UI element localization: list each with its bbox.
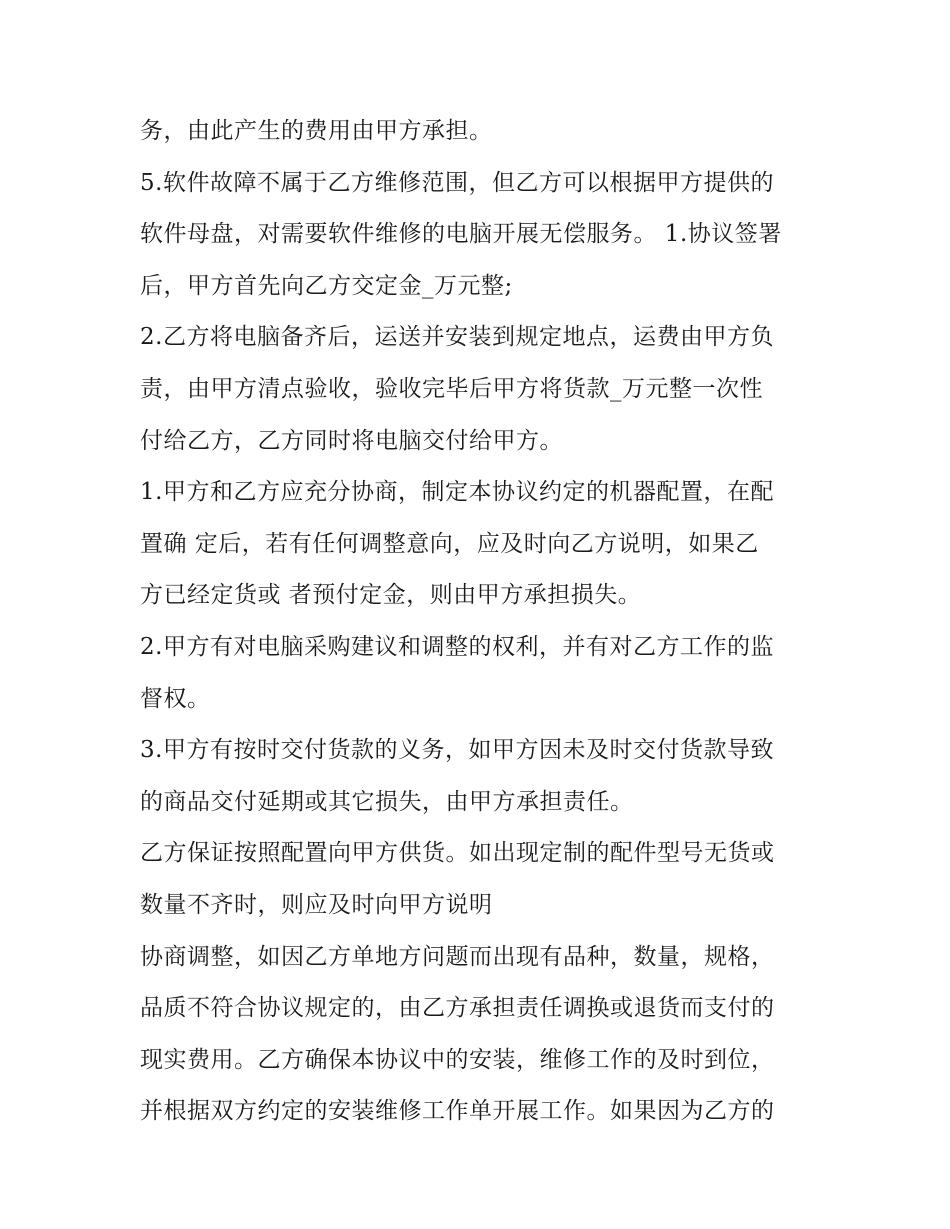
text-line: 1.甲方和乙方应充分协商，制定本协议约定的机器配置，在配 [140, 479, 774, 506]
text-line: 务，由此产生的费用由甲方承担。 [140, 118, 493, 144]
text-line: 后，甲方首先向乙方交定金_万元整; [140, 272, 513, 299]
text-line: 的商品交付延期或其它损失，由甲方承担责任。 [140, 788, 634, 815]
text-line: 置确 定后，若有任何调整意向，应及时向乙方说明，如果乙 [140, 530, 759, 557]
text-line: 软件母盘，对需要软件维修的电脑开展无偿服务。 1.协议签署 [140, 221, 782, 248]
text-line: 方已经定货或 者预付定金，则由甲方承担损失。 [140, 582, 642, 609]
text-line: 5.软件故障不属于乙方维修范围，但乙方可以根据甲方提供的 [140, 169, 774, 196]
text-line: 2.乙方将电脑备齐后，运送并安装到规定地点，运费由甲方负 [140, 324, 774, 351]
text-line: 数量不齐时，则应及时向甲方说明 [140, 891, 493, 918]
text-line: 2.甲方有对电脑采购建议和调整的权利，并有对乙方工作的监 [140, 633, 774, 660]
text-line: 并根据双方约定的安装维修工作单开展工作。如果因为乙方的 [140, 1098, 775, 1125]
contract-text-body [140, 106, 840, 1138]
text-line: 品质不符合协议规定的，由乙方承担责任调换或退货而支付的 [140, 995, 775, 1022]
text-line: 付给乙方，乙方同时将电脑交付给甲方。 [140, 427, 563, 454]
text-line: 现实费用。乙方确保本协议中的安装，维修工作的及时到位， [140, 1046, 775, 1073]
text-line: 协商调整，如因乙方单地方问题而出现有品种，数量，规格， [140, 943, 775, 970]
text-line: 乙方保证按照配置向甲方供货。如出现定制的配件型号无货或 [140, 840, 775, 867]
text-line: 3.甲方有按时交付货款的义务，如甲方因未及时交付货款导致 [140, 737, 774, 764]
text-line: 督权。 [140, 685, 211, 712]
text-line: 责，由甲方清点验收，验收完毕后甲方将货款_万元整一次性 [140, 375, 763, 402]
